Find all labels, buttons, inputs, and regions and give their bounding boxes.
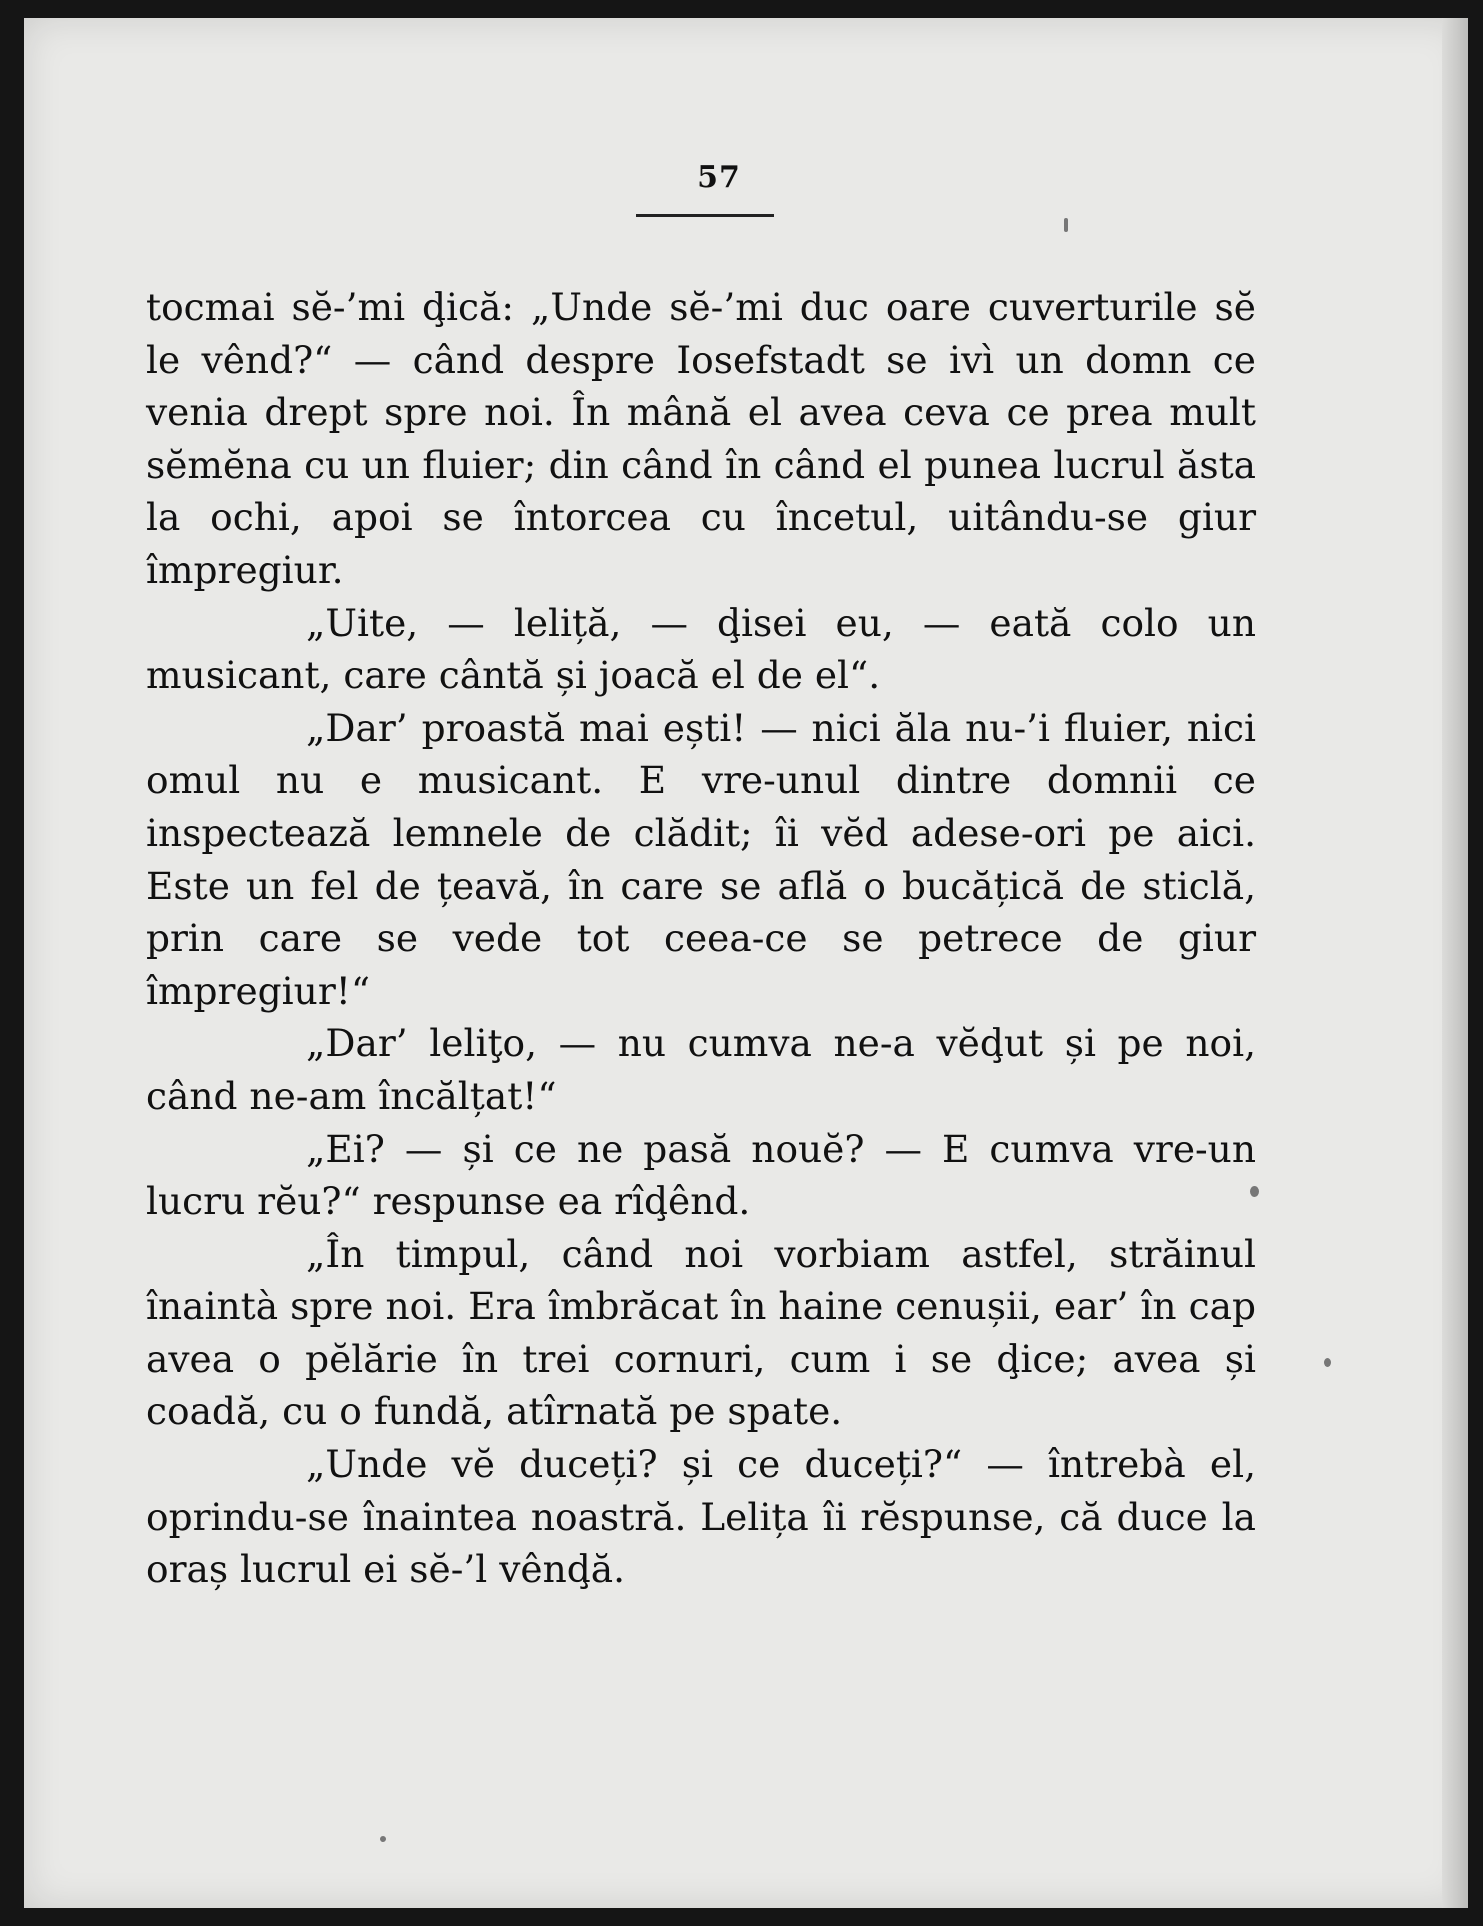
page-edge-shadow <box>1442 18 1468 1908</box>
paragraph: „Ei? — și ce ne pasă nouĕ? — E cumva vre-un lucru rĕu?“ respunse ea rîḑênd. <box>146 1126 1256 1224</box>
paragraph: „Uite, — leliță, — ḑisei eu, — eată colo un musicant, care cântă și joacă el de el“. <box>146 600 1256 698</box>
page-number: 57 <box>697 160 741 195</box>
page-number-rule <box>636 214 774 217</box>
book-page <box>24 18 1468 1908</box>
paragraph: „Dar’ leliţo, — nu cumva ne-a vĕḑut și pe noi, când ne-am încălțat!“ <box>146 1021 1256 1118</box>
body-text <box>146 281 1256 1596</box>
paper-speck <box>1064 218 1068 232</box>
paper-speck <box>1324 1358 1331 1367</box>
paragraph: „În timpul, când noi vorbiam astfel, străinul înaintà spre noi. Era îmbrăcat în haine cenușii, ear’ în cap avea o pĕlărie în trei cornuri, cum i se ḑice; avea și coadă, cu o fundă, atîrnată pe spate. <box>146 1231 1256 1434</box>
paragraph: „Dar’ proastă mai ești! — nici ăla nu-’i fluier, nici omul nu e musicant. E vre-unul dintre domnii ce inspectează lemnele de clădit; îi vĕd adese-ori pe aici. Este un fel de țeavă, în care se află o bucățică de sticlă, prin care se vede tot ceea-ce se petrece de giur împregiur!“ <box>146 705 1256 1013</box>
paper-speck <box>380 1836 386 1842</box>
paragraph: tocmai sĕ-’mi ḑică: „Unde sĕ-’mi duc oare cuverturile sĕ le vênd?“ — când despre Iosefstadt se ivì un domn ce venia drept spre noi. În mână el avea ceva ce prea mult sĕmĕna cu un fluier; din când în când el punea lucrul ăsta la ochi, apoi se întorcea cu încetul, uitându-se giur împregiur. <box>146 285 1256 592</box>
paragraph: „Unde vĕ duceți? și ce duceți?“ — întrebà el, oprindu-se înaintea noastră. Lelița îi rĕspunse, că duce la oraș lucrul ei sĕ-’l vênḑă. <box>146 1442 1256 1592</box>
